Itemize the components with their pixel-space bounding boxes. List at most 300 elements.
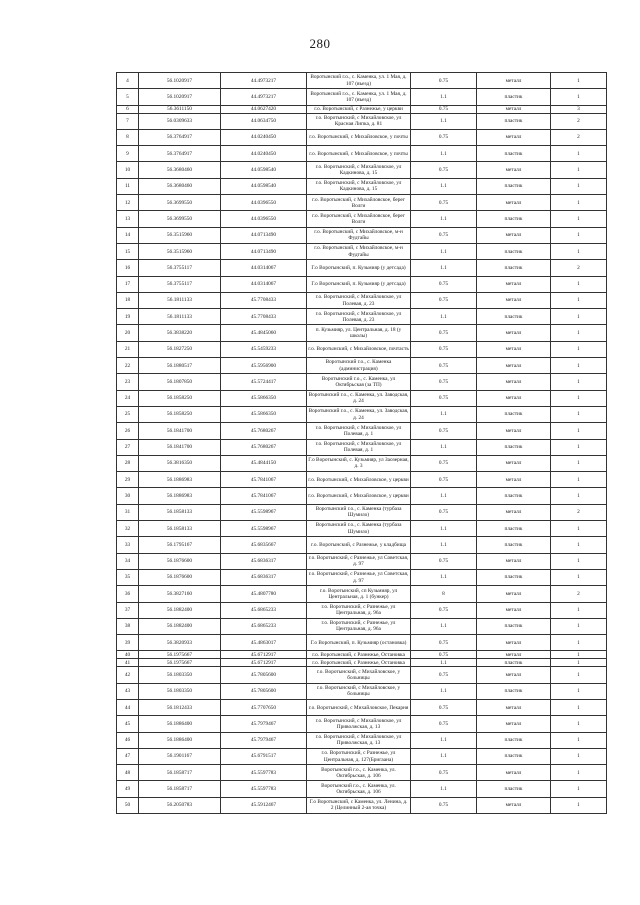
cell-address: г.о. Воротынский, с Михайловское, ул Полевая, д. 1 (307, 439, 411, 455)
cell-row-number: 28 (117, 455, 139, 471)
cell-address: г.о. Воротынский, с Разнежье, у церкви (307, 105, 411, 113)
cell-row-number: 11 (117, 178, 139, 194)
cell-longitude: 44.0240450 (221, 129, 307, 145)
cell-latitude: 56.3699550 (139, 195, 221, 211)
cell-material: пластик (477, 243, 551, 259)
cell-address: г.о. Воротынский, с Михайловское, у больницы (307, 667, 411, 683)
cell-address: Воротынский г.о., с. Каменка, ул. Заводская, д. 24 (307, 390, 411, 406)
table-row (117, 325, 607, 341)
cell-address: Г.о Воротынский, с. Кузьмияр, ул Заозерная, д. 3 (307, 455, 411, 471)
cell-count: 1 (551, 309, 607, 325)
cell-material: пластик (477, 406, 551, 422)
table-body (117, 73, 607, 814)
cell-material: пластик (477, 569, 551, 585)
cell-volume: 0.75 (411, 276, 477, 292)
cell-longitude: 45.7680267 (221, 439, 307, 455)
cell-row-number: 13 (117, 211, 139, 227)
cell-latitude: 56.3515960 (139, 227, 221, 243)
cell-longitude: 45.5459233 (221, 341, 307, 357)
table-row (117, 260, 607, 276)
cell-address: г.о. Воротынский, с Михайловское, ул Кадкинова, д. 15 (307, 178, 411, 194)
cell-material: металл (477, 358, 551, 374)
cell-longitude: 44.0713490 (221, 227, 307, 243)
cell-address: г.о. Воротынский, с Разнежье, у кладбища (307, 537, 411, 553)
cell-longitude: 45.7805600 (221, 667, 307, 683)
cell-material: пластик (477, 521, 551, 537)
cell-address: г.о. Воротынский, с Разнежье, ул Центральная, д. 96а (307, 618, 411, 634)
cell-row-number: 43 (117, 683, 139, 699)
cell-count: 1 (551, 146, 607, 162)
cell-material: металл (477, 553, 551, 569)
cell-address: г.о. Воротынский, с Михайловское, берег Волги (307, 211, 411, 227)
cell-longitude: 45.6791517 (221, 748, 307, 764)
cell-address: г.о. Воротынский, с Михайловское, ул Полевая, д. 23 (307, 292, 411, 308)
cell-volume: 0.75 (411, 472, 477, 488)
cell-longitude: 45.6712917 (221, 651, 307, 659)
cell-material: пластик (477, 537, 551, 553)
cell-longitude: 45.4845060 (221, 325, 307, 341)
cell-count: 1 (551, 618, 607, 634)
cell-row-number: 19 (117, 309, 139, 325)
cell-address: г.о. Воротынский, с Михайловское, почтасть (307, 341, 411, 357)
cell-latitude: 56.3515960 (139, 243, 221, 259)
cell-address: г.о. Воротынский, с Михайловское, м-н Фудтайы (307, 227, 411, 243)
cell-volume: 1.1 (411, 406, 477, 422)
cell-longitude: 45.6835667 (221, 537, 307, 553)
table-row (117, 178, 607, 194)
cell-latitude: 56.0309633 (139, 113, 221, 129)
cell-volume: 1.1 (411, 569, 477, 585)
cell-material: пластик (477, 748, 551, 764)
cell-row-number: 45 (117, 716, 139, 732)
cell-material: пластик (477, 732, 551, 748)
cell-volume: 0.75 (411, 602, 477, 618)
cell-address: Воротынский г.о., с. Каменка (турбаза Шумило) (307, 521, 411, 537)
cell-volume: 1.1 (411, 781, 477, 797)
table-row (117, 276, 607, 292)
cell-volume: 1.1 (411, 211, 477, 227)
cell-count: 1 (551, 341, 607, 357)
cell-row-number: 41 (117, 659, 139, 667)
cell-latitude: 56.3827160 (139, 586, 221, 602)
cell-count: 2 (551, 113, 607, 129)
cell-address: Воротынский г.о., с. Каменка, ул Октябрьская (за ТП) (307, 374, 411, 390)
cell-count: 1 (551, 602, 607, 618)
cell-latitude: 56.1841700 (139, 423, 221, 439)
cell-material: металл (477, 423, 551, 439)
cell-material: пластик (477, 659, 551, 667)
cell-latitude: 56.1858250 (139, 390, 221, 406)
table-row (117, 146, 607, 162)
cell-material: пластик (477, 781, 551, 797)
table-row (117, 602, 607, 618)
table-row (117, 309, 607, 325)
cell-latitude: 56.1858717 (139, 765, 221, 781)
cell-volume: 0.75 (411, 455, 477, 471)
cell-material: металл (477, 504, 551, 520)
cell-volume: 0.75 (411, 292, 477, 308)
cell-volume: 1.1 (411, 618, 477, 634)
cell-address: г.о. Воротынский, с Михайловское, у почты (307, 129, 411, 145)
cell-volume: 0.75 (411, 504, 477, 520)
cell-count: 1 (551, 683, 607, 699)
cell-material: металл (477, 341, 551, 357)
cell-row-number: 34 (117, 553, 139, 569)
cell-material: металл (477, 586, 551, 602)
cell-row-number: 39 (117, 635, 139, 651)
cell-row-number: 15 (117, 243, 139, 259)
cell-address: г.о. Воротынский, сп Кузьмияр, ул Центральная, д. 1 (бункер) (307, 586, 411, 602)
cell-latitude: 56.3838220 (139, 325, 221, 341)
cell-latitude: 56.1886983 (139, 488, 221, 504)
cell-address: Воротынский г.о., с. Каменка, ул. Заводская, д. 24 (307, 406, 411, 422)
cell-volume: 0.75 (411, 390, 477, 406)
cell-address: Г.о Воротынский, с Каменка, ул. Ленина, д. 2 (Целинный 2-ая точка) (307, 797, 411, 813)
cell-material: металл (477, 390, 551, 406)
cell-count: 1 (551, 73, 607, 89)
cell-count: 1 (551, 569, 607, 585)
table-row (117, 358, 607, 374)
cell-latitude: 56.3764917 (139, 146, 221, 162)
table-row (117, 129, 607, 145)
table-row (117, 113, 607, 129)
cell-material: пластик (477, 113, 551, 129)
cell-latitude: 56.1886400 (139, 732, 221, 748)
cell-count: 3 (551, 105, 607, 113)
cell-latitude: 56.1811133 (139, 292, 221, 308)
cell-count: 1 (551, 659, 607, 667)
cell-row-number: 5 (117, 89, 139, 105)
cell-count: 1 (551, 423, 607, 439)
cell-volume: 1.1 (411, 537, 477, 553)
cell-row-number: 17 (117, 276, 139, 292)
cell-count: 1 (551, 765, 607, 781)
cell-count: 1 (551, 406, 607, 422)
cell-latitude: 56.1886983 (139, 472, 221, 488)
cell-count: 1 (551, 716, 607, 732)
cell-latitude: 56.3816350 (139, 455, 221, 471)
cell-material: металл (477, 602, 551, 618)
cell-address: г.о. Воротынский, с Михайловское, ул Приволжская, д. 13 (307, 716, 411, 732)
cell-longitude: 44.0314067 (221, 276, 307, 292)
cell-material: металл (477, 651, 551, 659)
cell-row-number: 21 (117, 341, 139, 357)
cell-count: 1 (551, 635, 607, 651)
table-row (117, 781, 607, 797)
container-sites-table (116, 72, 607, 814)
cell-count: 1 (551, 488, 607, 504)
cell-row-number: 48 (117, 765, 139, 781)
cell-row-number: 35 (117, 569, 139, 585)
cell-count: 1 (551, 276, 607, 292)
cell-row-number: 42 (117, 667, 139, 683)
cell-material: пластик (477, 439, 551, 455)
table-row (117, 439, 607, 455)
cell-count: 1 (551, 455, 607, 471)
cell-address: г.о. Воротынский, с Михайловское, ул Полевая, д. 23 (307, 309, 411, 325)
table-row (117, 390, 607, 406)
cell-longitude: 44.0598540 (221, 162, 307, 178)
cell-address: г.о. Воротынский, с Михайловское, ул Кадкинова, д. 15 (307, 162, 411, 178)
cell-latitude: 56.1975667 (139, 651, 221, 659)
cell-longitude: 45.5724417 (221, 374, 307, 390)
cell-longitude: 45.7979467 (221, 716, 307, 732)
cell-row-number: 27 (117, 439, 139, 455)
cell-latitude: 56.3611150 (139, 105, 221, 113)
cell-volume: 1.1 (411, 113, 477, 129)
cell-address: г.о. Воротынский, с Разнежье, ул Советская, д. 97 (307, 553, 411, 569)
cell-count: 1 (551, 227, 607, 243)
cell-count: 1 (551, 292, 607, 308)
cell-address: г.о. Воротынский, с Разнежье, ул Центральная, д. 96а (307, 602, 411, 618)
cell-material: металл (477, 73, 551, 89)
cell-address: Воротынский г.о., с. Каменка (администрация) (307, 358, 411, 374)
cell-volume: 0.75 (411, 325, 477, 341)
cell-volume: 0.75 (411, 765, 477, 781)
cell-latitude: 56.3680460 (139, 162, 221, 178)
cell-volume: 1.1 (411, 260, 477, 276)
cell-latitude: 56.1882400 (139, 602, 221, 618)
cell-latitude: 56.1858133 (139, 504, 221, 520)
cell-material: металл (477, 325, 551, 341)
cell-volume: 0.75 (411, 105, 477, 113)
cell-longitude: 45.4844150 (221, 455, 307, 471)
cell-material: металл (477, 129, 551, 145)
cell-address: г.о. Воротынский, с Михайловское, у церкви (307, 488, 411, 504)
cell-volume: 1.1 (411, 488, 477, 504)
cell-address: Воротынский г.о., с. Каменка, ул. Октябрьская, д. 106 (307, 781, 411, 797)
cell-longitude: 44.0314067 (221, 260, 307, 276)
cell-material: пластик (477, 488, 551, 504)
cell-row-number: 32 (117, 521, 139, 537)
cell-material: металл (477, 716, 551, 732)
table-row (117, 455, 607, 471)
cell-volume: 0.75 (411, 129, 477, 145)
cell-count: 2 (551, 129, 607, 145)
cell-material: пластик (477, 178, 551, 194)
cell-count: 1 (551, 195, 607, 211)
cell-latitude: 56.1901167 (139, 748, 221, 764)
cell-longitude: 45.6865233 (221, 618, 307, 634)
cell-longitude: 44.0634750 (221, 113, 307, 129)
cell-latitude: 56.1803350 (139, 667, 221, 683)
cell-count: 1 (551, 781, 607, 797)
cell-row-number: 10 (117, 162, 139, 178)
cell-volume: 0.75 (411, 553, 477, 569)
cell-address: п. Кузьмияр, ул. Центральная, д. 18 (у школы) (307, 325, 411, 341)
cell-longitude: 45.7708433 (221, 309, 307, 325)
cell-count: 1 (551, 732, 607, 748)
cell-row-number: 16 (117, 260, 139, 276)
cell-latitude: 56.1858717 (139, 781, 221, 797)
cell-longitude: 44.0396550 (221, 195, 307, 211)
table-row (117, 488, 607, 504)
table-row (117, 667, 607, 683)
cell-volume: 0.75 (411, 162, 477, 178)
table-row (117, 553, 607, 569)
cell-material: пластик (477, 309, 551, 325)
cell-row-number: 14 (117, 227, 139, 243)
table-row (117, 341, 607, 357)
table-row (117, 765, 607, 781)
cell-address: г.о. Воротынский, с Разнежье, ул Советская, д. 97 (307, 569, 411, 585)
cell-latitude: 56.3680460 (139, 178, 221, 194)
cell-count: 2 (551, 260, 607, 276)
table-row (117, 195, 607, 211)
cell-longitude: 44.4973217 (221, 73, 307, 89)
cell-volume: 0.75 (411, 667, 477, 683)
table-row (117, 651, 607, 659)
cell-volume: 1.1 (411, 243, 477, 259)
cell-latitude: 56.1803350 (139, 683, 221, 699)
cell-latitude: 56.1827250 (139, 341, 221, 357)
cell-material: пластик (477, 260, 551, 276)
cell-material: пластик (477, 683, 551, 699)
table-row (117, 659, 607, 667)
cell-longitude: 45.6865233 (221, 602, 307, 618)
table-row (117, 716, 607, 732)
cell-volume: 1.1 (411, 146, 477, 162)
cell-volume: 0.75 (411, 195, 477, 211)
cell-latitude: 56.1882400 (139, 618, 221, 634)
cell-volume: 0.75 (411, 227, 477, 243)
cell-address: Воротынский г.о., с. Каменка (турбаза Шумило) (307, 504, 411, 520)
table-row (117, 89, 607, 105)
cell-volume: 0.75 (411, 651, 477, 659)
cell-longitude: 45.5956900 (221, 358, 307, 374)
cell-material: пластик (477, 89, 551, 105)
cell-row-number: 26 (117, 423, 139, 439)
cell-count: 1 (551, 797, 607, 813)
cell-row-number: 46 (117, 732, 139, 748)
cell-latitude: 56.1020917 (139, 73, 221, 89)
cell-address: Воротынский г.о., с. Каменка, ул. 1 Мая, д. 107 (въезд) (307, 73, 411, 89)
table-row (117, 748, 607, 764)
cell-volume: 1.1 (411, 89, 477, 105)
cell-longitude: 45.4807780 (221, 586, 307, 602)
cell-longitude: 45.7805600 (221, 683, 307, 699)
cell-row-number: 30 (117, 488, 139, 504)
cell-count: 2 (551, 504, 607, 520)
cell-address: г.о. Воротынский, с Михайловское, у больницы (307, 683, 411, 699)
cell-count: 1 (551, 651, 607, 659)
cell-address: г.о. Воротынский, с Михайловское, у церкви (307, 472, 411, 488)
table-row (117, 211, 607, 227)
table-row (117, 292, 607, 308)
cell-count: 1 (551, 358, 607, 374)
cell-count: 1 (551, 89, 607, 105)
cell-longitude: 45.6712917 (221, 659, 307, 667)
table-row (117, 243, 607, 259)
cell-material: металл (477, 374, 551, 390)
table-row (117, 374, 607, 390)
cell-material: металл (477, 455, 551, 471)
cell-row-number: 22 (117, 358, 139, 374)
cell-row-number: 18 (117, 292, 139, 308)
cell-count: 1 (551, 699, 607, 715)
cell-volume: 0.75 (411, 73, 477, 89)
cell-latitude: 56.2050783 (139, 797, 221, 813)
cell-material: пластик (477, 211, 551, 227)
cell-volume: 0.75 (411, 358, 477, 374)
cell-address: г.о. Воротынский, с Разнежье, Остановка (307, 651, 411, 659)
table-row (117, 73, 607, 89)
table-row (117, 537, 607, 553)
cell-address: г.о. Воротынский, с Михайловское, берег Волги (307, 195, 411, 211)
cell-longitude: 45.5597783 (221, 781, 307, 797)
cell-latitude: 56.3820933 (139, 635, 221, 651)
cell-row-number: 36 (117, 586, 139, 602)
table-row (117, 423, 607, 439)
cell-row-number: 31 (117, 504, 139, 520)
cell-row-number: 33 (117, 537, 139, 553)
cell-material: пластик (477, 146, 551, 162)
cell-longitude: 45.4863017 (221, 635, 307, 651)
table-row (117, 635, 607, 651)
cell-volume: 0.75 (411, 716, 477, 732)
cell-address: г.о. Воротынский, с Михайловское, ул Приволжская, д. 13 (307, 732, 411, 748)
cell-longitude: 45.5598967 (221, 504, 307, 520)
cell-address: Г.о Воротынский, п. Кузьмияр (остановка) (307, 635, 411, 651)
cell-address: г.о. Воротынский, с Михайловское, м-н Фудтайы (307, 243, 411, 259)
cell-address: г.о. Воротынский, с Михайловское, Пекарня (307, 699, 411, 715)
cell-latitude: 56.3755117 (139, 260, 221, 276)
cell-material: металл (477, 195, 551, 211)
cell-volume: 1.1 (411, 521, 477, 537)
cell-address: Г.о Воротынский, п. Кузьмияр (у детсада) (307, 260, 411, 276)
cell-material: металл (477, 105, 551, 113)
cell-longitude: 44.0598540 (221, 178, 307, 194)
cell-latitude: 56.1858133 (139, 521, 221, 537)
cell-latitude: 56.1858250 (139, 406, 221, 422)
page-number: 280 (309, 36, 331, 51)
cell-material: металл (477, 635, 551, 651)
cell-latitude: 56.3699550 (139, 211, 221, 227)
table-row (117, 227, 607, 243)
cell-row-number: 24 (117, 390, 139, 406)
cell-longitude: 45.7979467 (221, 732, 307, 748)
cell-address: г.о. Воротынский, с Разнежье, ул Центральная, д. 127(Бригаана) (307, 748, 411, 764)
table-row (117, 618, 607, 634)
cell-address: Воротынский г.о., с. Каменка, ул. 1 Мая, д. 107 (въезд) (307, 89, 411, 105)
cell-count: 1 (551, 178, 607, 194)
cell-material: металл (477, 699, 551, 715)
cell-material: металл (477, 162, 551, 178)
cell-volume: 1.1 (411, 683, 477, 699)
cell-count: 1 (551, 374, 607, 390)
cell-longitude: 45.5912467 (221, 797, 307, 813)
cell-longitude: 45.7841067 (221, 488, 307, 504)
cell-row-number: 29 (117, 472, 139, 488)
cell-address: г.о. Воротынский, с Разнежье, Остановка (307, 659, 411, 667)
cell-longitude: 45.7708433 (221, 292, 307, 308)
cell-latitude: 56.1807850 (139, 374, 221, 390)
cell-longitude: 45.5598967 (221, 521, 307, 537)
cell-volume: 0.75 (411, 797, 477, 813)
cell-volume: 0.75 (411, 423, 477, 439)
cell-row-number: 37 (117, 602, 139, 618)
table-row (117, 569, 607, 585)
cell-row-number: 12 (117, 195, 139, 211)
table-row (117, 732, 607, 748)
cell-longitude: 44.0240450 (221, 146, 307, 162)
cell-row-number: 4 (117, 73, 139, 89)
cell-volume: 8 (411, 586, 477, 602)
table-row (117, 797, 607, 813)
cell-count: 1 (551, 553, 607, 569)
cell-count: 1 (551, 537, 607, 553)
cell-volume: 1.1 (411, 659, 477, 667)
